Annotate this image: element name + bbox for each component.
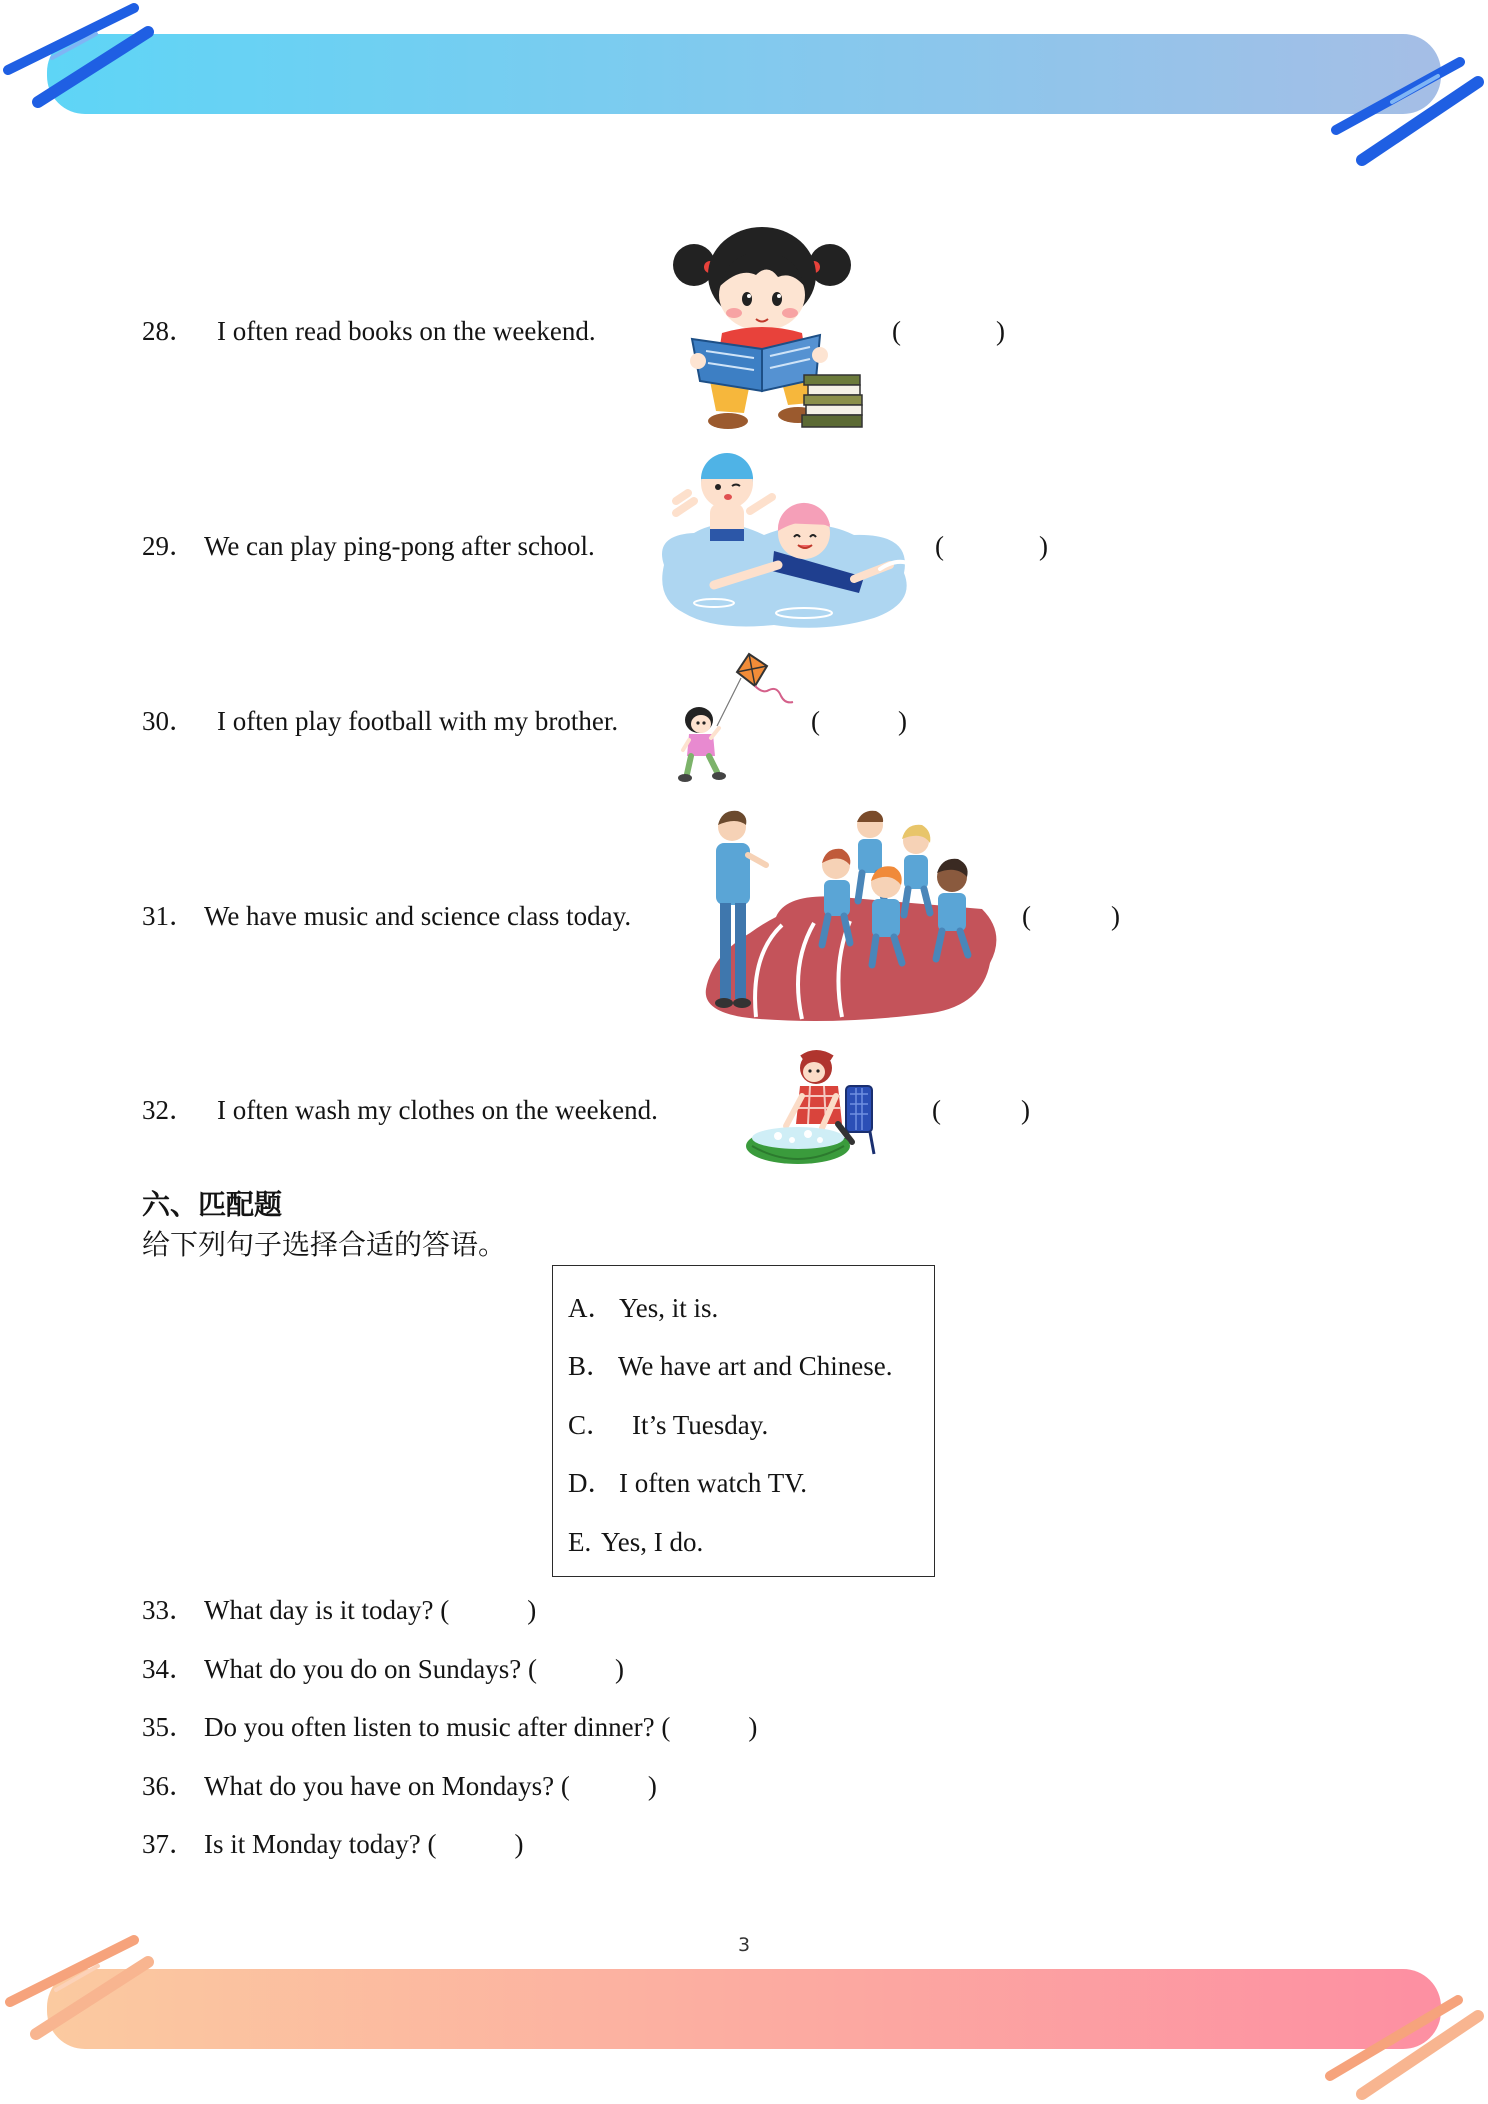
answer-blank[interactable] bbox=[661, 1710, 757, 1744]
open-paren: ( bbox=[560, 1771, 570, 1801]
option-text: It’s Tuesday. bbox=[632, 1410, 769, 1440]
option-letter: A． bbox=[568, 1293, 615, 1323]
answer-space[interactable] bbox=[820, 706, 898, 736]
question-text: Is it Monday today? bbox=[204, 1829, 428, 1859]
close-paren: ) bbox=[1039, 531, 1048, 561]
question-36 bbox=[142, 1769, 657, 1803]
footer-banner bbox=[47, 1969, 1441, 2049]
wash-basin bbox=[746, 1127, 850, 1164]
children-swimming-illustration bbox=[654, 453, 918, 633]
answer-space[interactable] bbox=[436, 1829, 514, 1859]
open-paren: ( bbox=[811, 706, 820, 736]
close-paren: ) bbox=[748, 1712, 758, 1742]
option-text: We have art and Chinese. bbox=[618, 1351, 893, 1381]
question-text: What day is it today? bbox=[204, 1595, 441, 1625]
question-text: Do you often listen to music after dinner? bbox=[204, 1712, 662, 1742]
open-paren: ( bbox=[427, 1829, 437, 1859]
open-paren: ( bbox=[1022, 901, 1031, 931]
question-text: I often play football with my brother. bbox=[217, 706, 619, 736]
answer-space[interactable] bbox=[901, 316, 996, 346]
page-number: 3 bbox=[737, 1934, 751, 1956]
answer-blank[interactable] bbox=[935, 529, 1048, 563]
open-paren: ( bbox=[932, 1095, 941, 1125]
bottom-right-stripes bbox=[1330, 2000, 1478, 2094]
close-paren: ) bbox=[514, 1829, 524, 1859]
option-letter: B． bbox=[568, 1351, 614, 1381]
close-paren: ) bbox=[898, 706, 907, 736]
question-number: 31． bbox=[142, 901, 196, 931]
question-number: 36． bbox=[142, 1771, 196, 1801]
header-banner bbox=[47, 34, 1441, 114]
question-number: 34． bbox=[142, 1654, 196, 1684]
pe-class-running-track-illustration bbox=[690, 805, 1006, 1026]
answer-space[interactable] bbox=[537, 1654, 615, 1684]
section-title: 六、匹配题 bbox=[142, 1190, 283, 1221]
answer-options-box bbox=[552, 1265, 935, 1577]
question-33 bbox=[142, 1593, 536, 1627]
question-number: 37． bbox=[142, 1829, 196, 1859]
option-a bbox=[553, 1291, 934, 1325]
open-paren: ( bbox=[935, 531, 944, 561]
answer-space[interactable] bbox=[670, 1712, 748, 1742]
close-paren: ) bbox=[647, 1771, 657, 1801]
question-text: What do you do on Sundays? bbox=[204, 1654, 528, 1684]
top-left-stripes bbox=[8, 8, 148, 102]
book-stack bbox=[802, 375, 862, 427]
question-number: 30． bbox=[142, 706, 196, 736]
open-paren: ( bbox=[892, 316, 901, 346]
answer-blank[interactable] bbox=[932, 1093, 1030, 1127]
question-number: 28． bbox=[142, 316, 196, 346]
answer-blank[interactable] bbox=[892, 314, 1005, 348]
answer-blank[interactable] bbox=[561, 1769, 657, 1803]
question-37 bbox=[142, 1827, 523, 1861]
question-number: 29． bbox=[142, 531, 196, 561]
option-text: Yes, I do. bbox=[601, 1527, 704, 1557]
close-paren: ) bbox=[996, 316, 1005, 346]
option-c bbox=[553, 1408, 934, 1442]
top-right-stripes bbox=[1336, 62, 1478, 160]
option-b bbox=[553, 1349, 934, 1383]
answer-blank[interactable] bbox=[427, 1827, 523, 1861]
answer-blank[interactable] bbox=[440, 1593, 536, 1627]
open-paren: ( bbox=[661, 1712, 671, 1742]
question-number: 35． bbox=[142, 1712, 196, 1742]
answer-space[interactable] bbox=[449, 1595, 527, 1625]
open-paren: ( bbox=[440, 1595, 450, 1625]
close-paren: ) bbox=[614, 1654, 624, 1684]
answer-space[interactable] bbox=[1031, 901, 1111, 931]
option-text: Yes, it is. bbox=[619, 1293, 719, 1323]
question-text: What do you have on Mondays? bbox=[204, 1771, 561, 1801]
girl-reading-books-illustration bbox=[670, 221, 872, 436]
option-text: I often watch TV. bbox=[619, 1468, 807, 1498]
answer-space[interactable] bbox=[944, 531, 1039, 561]
answer-blank[interactable] bbox=[811, 704, 907, 738]
girl-washing-clothes-illustration bbox=[742, 1046, 885, 1167]
option-d bbox=[553, 1466, 934, 1500]
answer-space[interactable] bbox=[570, 1771, 648, 1801]
option-letter: D． bbox=[568, 1468, 615, 1498]
question-text: We can play ping-pong after school. bbox=[204, 531, 595, 561]
section-instruction: 给下列句子选择合适的答语。 bbox=[142, 1230, 507, 1261]
question-text: I often read books on the weekend. bbox=[217, 316, 596, 346]
answer-space[interactable] bbox=[941, 1095, 1021, 1125]
question-number: 32． bbox=[142, 1095, 196, 1125]
answer-blank[interactable] bbox=[1022, 899, 1120, 933]
close-paren: ) bbox=[527, 1595, 537, 1625]
close-paren: ) bbox=[1111, 901, 1120, 931]
answer-blank[interactable] bbox=[528, 1652, 624, 1686]
close-paren: ) bbox=[1021, 1095, 1030, 1125]
question-35 bbox=[142, 1710, 757, 1744]
girl-flying-kite-illustration bbox=[677, 650, 798, 788]
option-e bbox=[553, 1525, 934, 1559]
open-paren: ( bbox=[527, 1654, 537, 1684]
option-letter: C． bbox=[568, 1410, 614, 1440]
question-number: 33． bbox=[142, 1595, 196, 1625]
option-letter: E. bbox=[568, 1527, 592, 1557]
question-34 bbox=[142, 1652, 624, 1686]
question-text: I often wash my clothes on the weekend. bbox=[217, 1095, 658, 1125]
question-text: We have music and science class today. bbox=[204, 901, 632, 931]
